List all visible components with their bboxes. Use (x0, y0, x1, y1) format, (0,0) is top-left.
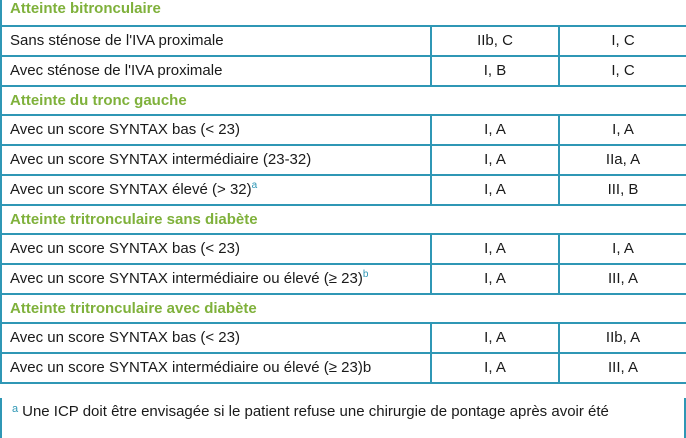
value-cell-2: III, A (559, 264, 686, 294)
value-cell-1: I, A (431, 323, 559, 353)
footnote-text: Une ICP doit être envisagée si le patient refuse une chirurgie de pontage après avoir été (22, 403, 609, 420)
table-row (1, 264, 686, 294)
table-row (1, 26, 686, 56)
row-label-text: Sans sténose de l'IVA proximale (10, 32, 224, 49)
footnote-marker: a (12, 403, 19, 415)
row-label (1, 264, 431, 294)
table-footnote (0, 398, 686, 438)
row-label-text: Avec un score SYNTAX bas (< 23) (10, 240, 240, 257)
row-label (1, 56, 431, 86)
table-row (1, 234, 686, 264)
table-row (1, 145, 686, 175)
value-cell-1: I, A (431, 234, 559, 264)
row-label (1, 353, 431, 383)
value-cell-1: I, B (431, 56, 559, 86)
value-cell-2: III, A (559, 353, 686, 383)
row-label (1, 175, 431, 205)
table-body (1, 0, 686, 383)
section-title: Atteinte bitronculaire (1, 0, 686, 26)
value-cell-1: I, A (431, 145, 559, 175)
section-title: Atteinte du tronc gauche (1, 86, 686, 115)
section-header-row (1, 0, 686, 26)
section-header-row (1, 294, 686, 323)
row-label-text: Avec un score SYNTAX intermédiaire ou élevé (≥ 23) (10, 270, 363, 287)
table-row (1, 323, 686, 353)
row-label-text: Avec sténose de l'IVA proximale (10, 62, 223, 79)
row-label (1, 323, 431, 353)
row-label (1, 115, 431, 145)
table-row (1, 56, 686, 86)
row-label (1, 26, 431, 56)
value-cell-2: I, A (559, 234, 686, 264)
table-row (1, 115, 686, 145)
value-cell-1: I, A (431, 353, 559, 383)
value-cell-2: I, A (559, 115, 686, 145)
value-cell-2: I, C (559, 26, 686, 56)
row-label-text: Avec un score SYNTAX bas (< 23) (10, 329, 240, 346)
footnote-reference: a (251, 180, 258, 191)
value-cell-1: I, A (431, 264, 559, 294)
table-row (1, 353, 686, 383)
value-cell-1: I, A (431, 175, 559, 205)
value-cell-2: I, C (559, 56, 686, 86)
row-label (1, 234, 431, 264)
row-label-text: Avec un score SYNTAX élevé (> 32) (10, 181, 252, 198)
row-label-text: Avec un score SYNTAX bas (< 23) (10, 121, 240, 138)
value-cell-2: IIb, A (559, 323, 686, 353)
value-cell-1: IIb, C (431, 26, 559, 56)
row-label-text: Avec un score SYNTAX intermédiaire (23-32) (10, 151, 312, 168)
section-title: Atteinte tritronculaire sans diabète (1, 205, 686, 234)
value-cell-2: III, B (559, 175, 686, 205)
table-row (1, 175, 686, 205)
row-label-text: Avec un score SYNTAX intermédiaire ou élevé (≥ 23)b (10, 359, 372, 376)
section-header-row (1, 86, 686, 115)
section-header-row (1, 205, 686, 234)
section-title: Atteinte tritronculaire avec diabète (1, 294, 686, 323)
value-cell-2: IIa, A (559, 145, 686, 175)
footnote-reference: b (362, 269, 369, 280)
value-cell-1: I, A (431, 115, 559, 145)
row-label (1, 145, 431, 175)
